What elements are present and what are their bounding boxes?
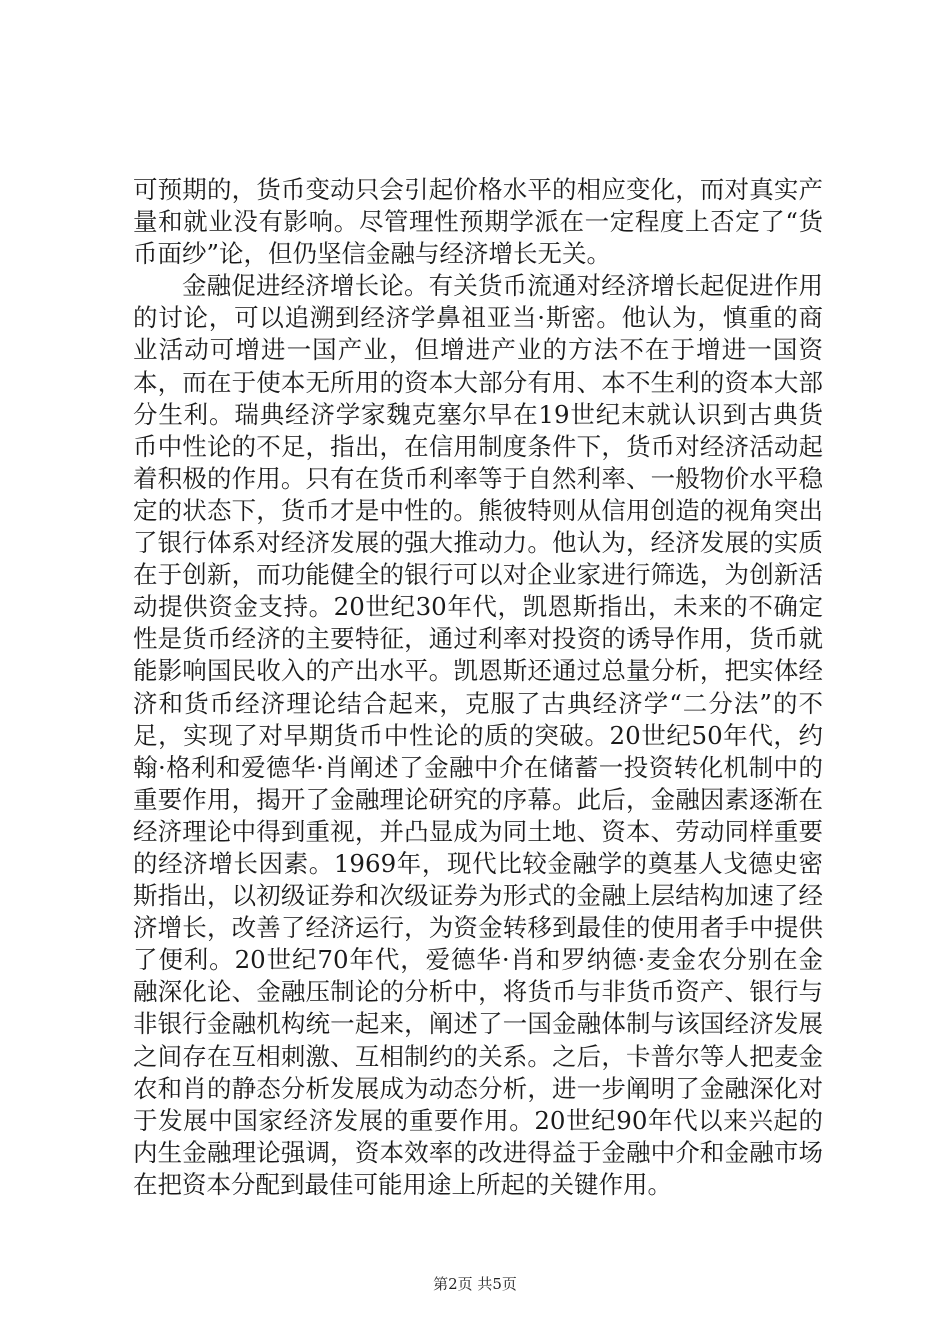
body-text <box>133 174 823 1201</box>
page-footer: 第2页 共5页 <box>433 1275 517 1293</box>
paragraph-continuation: 可预期的，货币变动只会引起价格水平的相应变化，而对真实产量和就业没有影响。尽管理性预期学派在一定程度上否定了“货币面纱”论，但仍坚信金融与经济增长无关。 <box>133 175 823 269</box>
paragraph-finance-growth-theory: 金融促进经济增长论。有关货币流通对经济增长起促进作用的讨论，可以追溯到经济学鼻祖亚当·斯密。他认为，慎重的商业活动可增进一国产业，但增进产业的方法不在于增进一国资本，而在于使本无所用的资本大部分有用、本不生利的资本大部分生利。瑞典经济学家魏克塞尔早在19世纪末就认识到古典货币中性论的不足，指出，在信用制度条件下，货币对经济活动起着积极的作用。只有在货币利率等于自然利率、一般物价水平稳定的状态下，货币才是中性的。熊彼特则从信用创造的视角突出了银行体系对经济发展的强大推动力。他认为，经济发展的实质在于创新，而功能健全的银行可以对企业家进行筛选，为创新活动提供资金支持。20世纪30年代，凯恩斯指出，未来的不确定性是货币经济的主要特征，通过利率对投资的诱导作用，货币就能影响国民收入的产出水平。凯恩斯还通过总量分析，把实体经济和货币经济理论结合起来，克服了古典经济学“二分法”的不足，实现了对早期货币中性论的质的突破。20世纪50年代，约翰·格利和爱德华·肖阐述了金融中介在储蓄一投资转化机制中的重要作用，揭开了金融理论研究的序幕。此后，金融因素逐渐在经济理论中得到重视，并凸显成为同土地、资本、劳动同样重要的经济增长因素。1969年，现代比较金融学的奠基人戈德史密斯指出，以初级证券和次级证券为形式的金融上层结构加速了经济增长，改善了经济运行，为资金转移到最佳的使用者手中提供了便利。20世纪70年代，爱德华·肖和罗纳德·麦金农分别在金融深化论、金融压制论的分析中，将货币与非货币资产、银行与非银行金融机构统一起来，阐述了一国金融体制与该国经济发展之间存在互相刺激、互相制约的关系。之后，卡普尔等人把麦金农和肖的静态分析发展成为动态分析，进一步阐明了金融深化对于发展中国家经济发展的重要作用。20世纪90年代以来兴起的内生金融理论强调，资本效率的改进得益于金融中介和金融市场在把资本分配到最佳可能用途上所起的关键作用。 <box>133 271 823 1199</box>
